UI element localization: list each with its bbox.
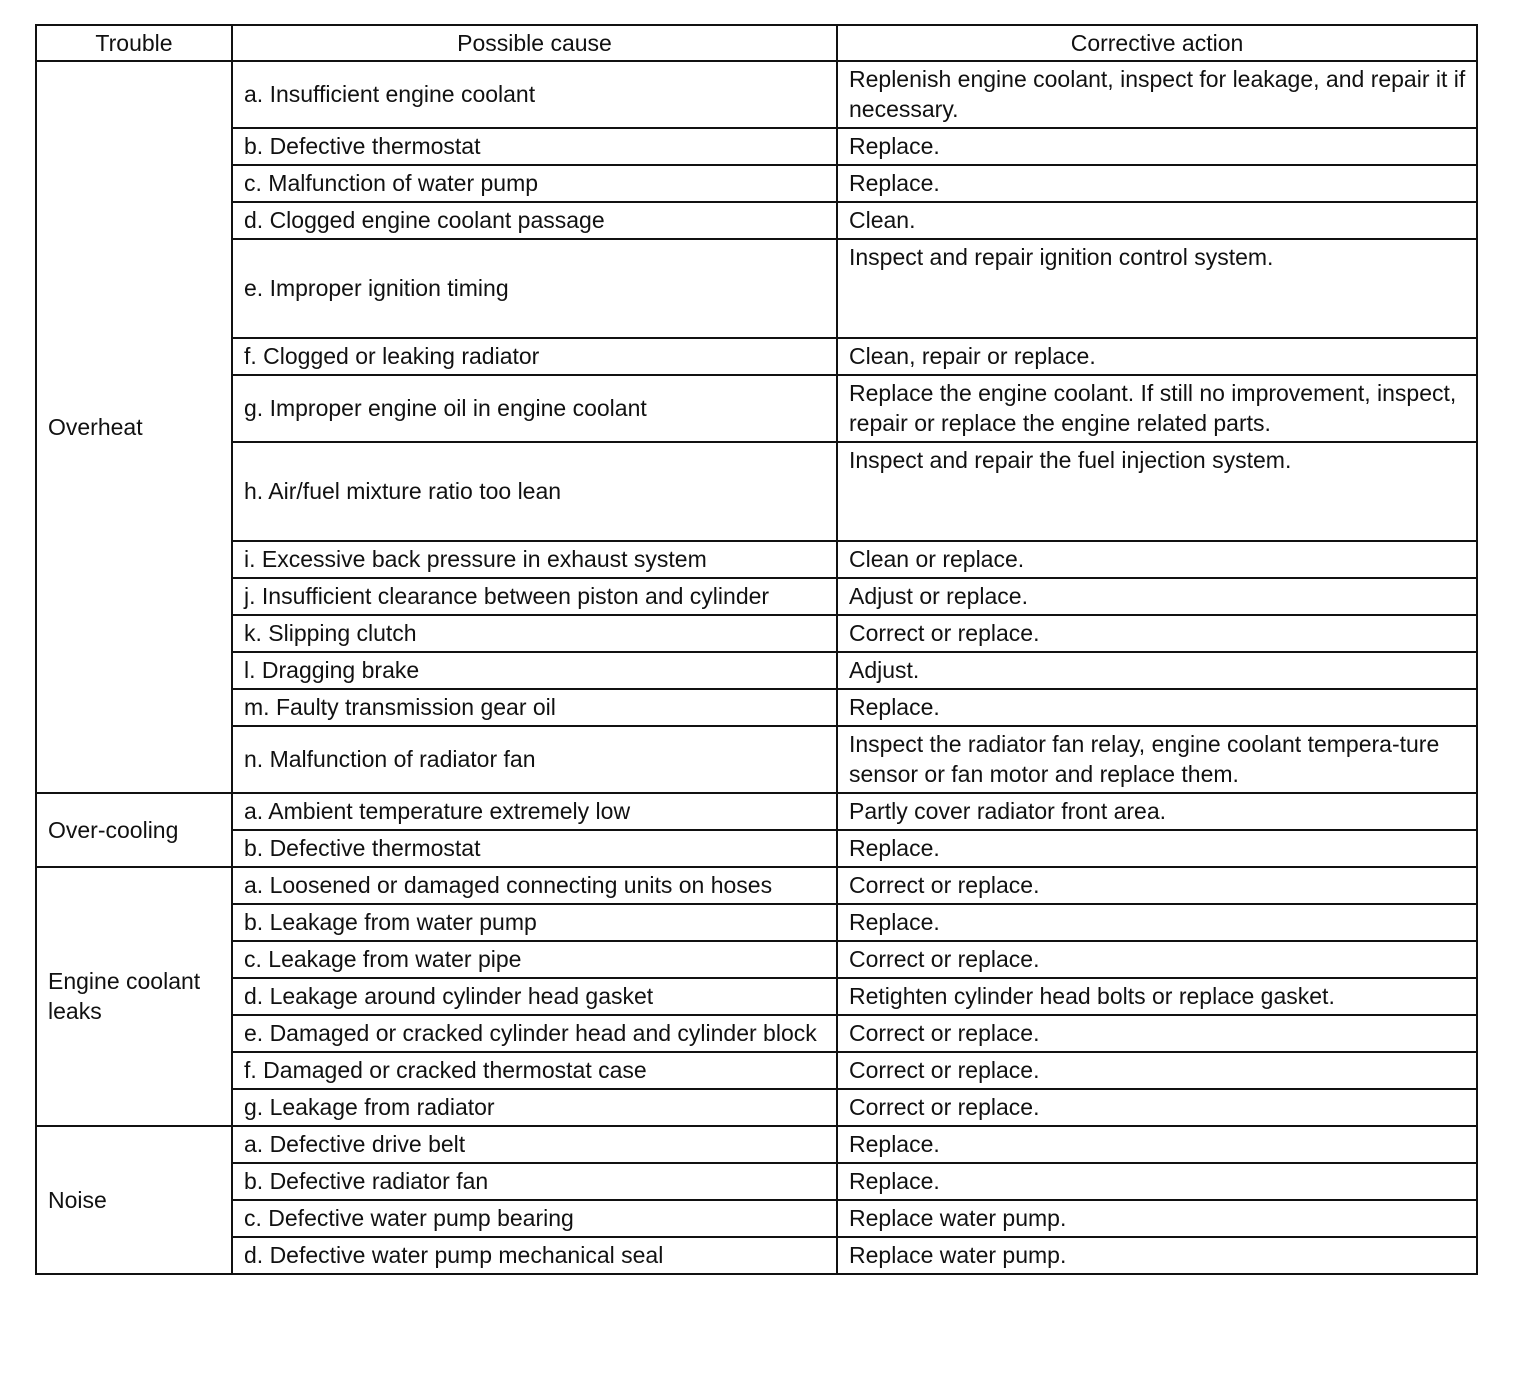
action-cell: Replace water pump. bbox=[837, 1200, 1477, 1237]
cause-cell: g. Improper engine oil in engine coolant bbox=[232, 375, 837, 442]
action-cell: Correct or replace. bbox=[837, 1052, 1477, 1089]
cause-cell: d. Leakage around cylinder head gasket bbox=[232, 978, 837, 1015]
action-cell: Correct or replace. bbox=[837, 1089, 1477, 1126]
table-row bbox=[36, 1052, 1477, 1089]
action-cell: Replace. bbox=[837, 689, 1477, 726]
cause-cell: k. Slipping clutch bbox=[232, 615, 837, 652]
table-row bbox=[36, 541, 1477, 578]
cause-cell: a. Insufficient engine coolant bbox=[232, 61, 837, 128]
action-cell: Partly cover radiator front area. bbox=[837, 793, 1477, 830]
cause-cell: g. Leakage from radiator bbox=[232, 1089, 837, 1126]
cause-cell: c. Malfunction of water pump bbox=[232, 165, 837, 202]
table-row bbox=[36, 578, 1477, 615]
action-cell: Replace. bbox=[837, 904, 1477, 941]
table-row bbox=[36, 726, 1477, 793]
table-row bbox=[36, 375, 1477, 442]
table-row bbox=[36, 239, 1477, 338]
cause-cell: h. Air/fuel mixture ratio too lean bbox=[232, 442, 837, 541]
cause-cell: j. Insufficient clearance between piston and cylinder bbox=[232, 578, 837, 615]
action-cell: Clean or replace. bbox=[837, 541, 1477, 578]
table-row bbox=[36, 442, 1477, 541]
action-cell: Inspect and repair ignition control system. bbox=[837, 239, 1477, 338]
action-cell: Replace. bbox=[837, 1163, 1477, 1200]
header-possible-cause: Possible cause bbox=[232, 25, 837, 61]
trouble-engine-coolant-leaks: Engine coolant leaks bbox=[36, 867, 232, 1126]
cause-cell: m. Faulty transmission gear oil bbox=[232, 689, 837, 726]
cause-cell: b. Defective thermostat bbox=[232, 128, 837, 165]
table-row bbox=[36, 1163, 1477, 1200]
action-cell: Correct or replace. bbox=[837, 1015, 1477, 1052]
table-row bbox=[36, 1089, 1477, 1126]
action-cell: Clean. bbox=[837, 202, 1477, 239]
table-row bbox=[36, 615, 1477, 652]
table-row bbox=[36, 165, 1477, 202]
action-cell: Correct or replace. bbox=[837, 867, 1477, 904]
cause-cell: f. Clogged or leaking radiator bbox=[232, 338, 837, 375]
action-cell: Adjust or replace. bbox=[837, 578, 1477, 615]
action-cell: Inspect the radiator fan relay, engine coolant tempera-ture sensor or fan motor and replace them. bbox=[837, 726, 1477, 793]
cause-cell: f. Damaged or cracked thermostat case bbox=[232, 1052, 837, 1089]
table-row bbox=[36, 1200, 1477, 1237]
action-cell: Correct or replace. bbox=[837, 941, 1477, 978]
action-cell: Correct or replace. bbox=[837, 615, 1477, 652]
table-row bbox=[36, 202, 1477, 239]
action-cell: Replace. bbox=[837, 128, 1477, 165]
action-cell: Replace. bbox=[837, 165, 1477, 202]
header-trouble: Trouble bbox=[36, 25, 232, 61]
cause-cell: i. Excessive back pressure in exhaust system bbox=[232, 541, 837, 578]
cause-cell: e. Damaged or cracked cylinder head and cylinder block bbox=[232, 1015, 837, 1052]
table-row bbox=[36, 978, 1477, 1015]
action-cell: Replenish engine coolant, inspect for leakage, and repair it if necessary. bbox=[837, 61, 1477, 128]
cause-cell: c. Leakage from water pipe bbox=[232, 941, 837, 978]
cause-cell: a. Loosened or damaged connecting units on hoses bbox=[232, 867, 837, 904]
action-cell: Retighten cylinder head bolts or replace gasket. bbox=[837, 978, 1477, 1015]
trouble-overheat: Overheat bbox=[36, 61, 232, 793]
cause-cell: d. Defective water pump mechanical seal bbox=[232, 1237, 837, 1274]
action-cell: Clean, repair or replace. bbox=[837, 338, 1477, 375]
table-row bbox=[36, 830, 1477, 867]
cause-cell: b. Defective thermostat bbox=[232, 830, 837, 867]
cause-cell: a. Defective drive belt bbox=[232, 1126, 837, 1163]
action-cell: Adjust. bbox=[837, 652, 1477, 689]
cause-cell: b. Defective radiator fan bbox=[232, 1163, 837, 1200]
cause-cell: b. Leakage from water pump bbox=[232, 904, 837, 941]
action-cell: Replace water pump. bbox=[837, 1237, 1477, 1274]
action-cell: Replace. bbox=[837, 1126, 1477, 1163]
troubleshooting-table bbox=[35, 24, 1478, 1275]
cause-cell: n. Malfunction of radiator fan bbox=[232, 726, 837, 793]
table-row bbox=[36, 689, 1477, 726]
table-row bbox=[36, 941, 1477, 978]
header-corrective-action: Corrective action bbox=[837, 25, 1477, 61]
table-row bbox=[36, 128, 1477, 165]
table-row bbox=[36, 338, 1477, 375]
table-body bbox=[36, 61, 1477, 1274]
trouble-over-cooling: Over-cooling bbox=[36, 793, 232, 867]
action-cell: Inspect and repair the fuel injection system. bbox=[837, 442, 1477, 541]
table-row bbox=[36, 867, 1477, 904]
action-cell: Replace. bbox=[837, 830, 1477, 867]
cause-cell: e. Improper ignition timing bbox=[232, 239, 837, 338]
table-row bbox=[36, 61, 1477, 128]
cause-cell: l. Dragging brake bbox=[232, 652, 837, 689]
table-row bbox=[36, 1126, 1477, 1163]
header-row bbox=[36, 25, 1477, 61]
action-cell: Replace the engine coolant. If still no improvement, inspect, repair or replace the engine related parts. bbox=[837, 375, 1477, 442]
cause-cell: a. Ambient temperature extremely low bbox=[232, 793, 837, 830]
table-row bbox=[36, 1015, 1477, 1052]
table-row bbox=[36, 652, 1477, 689]
cause-cell: c. Defective water pump bearing bbox=[232, 1200, 837, 1237]
table-row bbox=[36, 793, 1477, 830]
table-row bbox=[36, 1237, 1477, 1274]
table-row bbox=[36, 904, 1477, 941]
cause-cell: d. Clogged engine coolant passage bbox=[232, 202, 837, 239]
trouble-noise: Noise bbox=[36, 1126, 232, 1274]
